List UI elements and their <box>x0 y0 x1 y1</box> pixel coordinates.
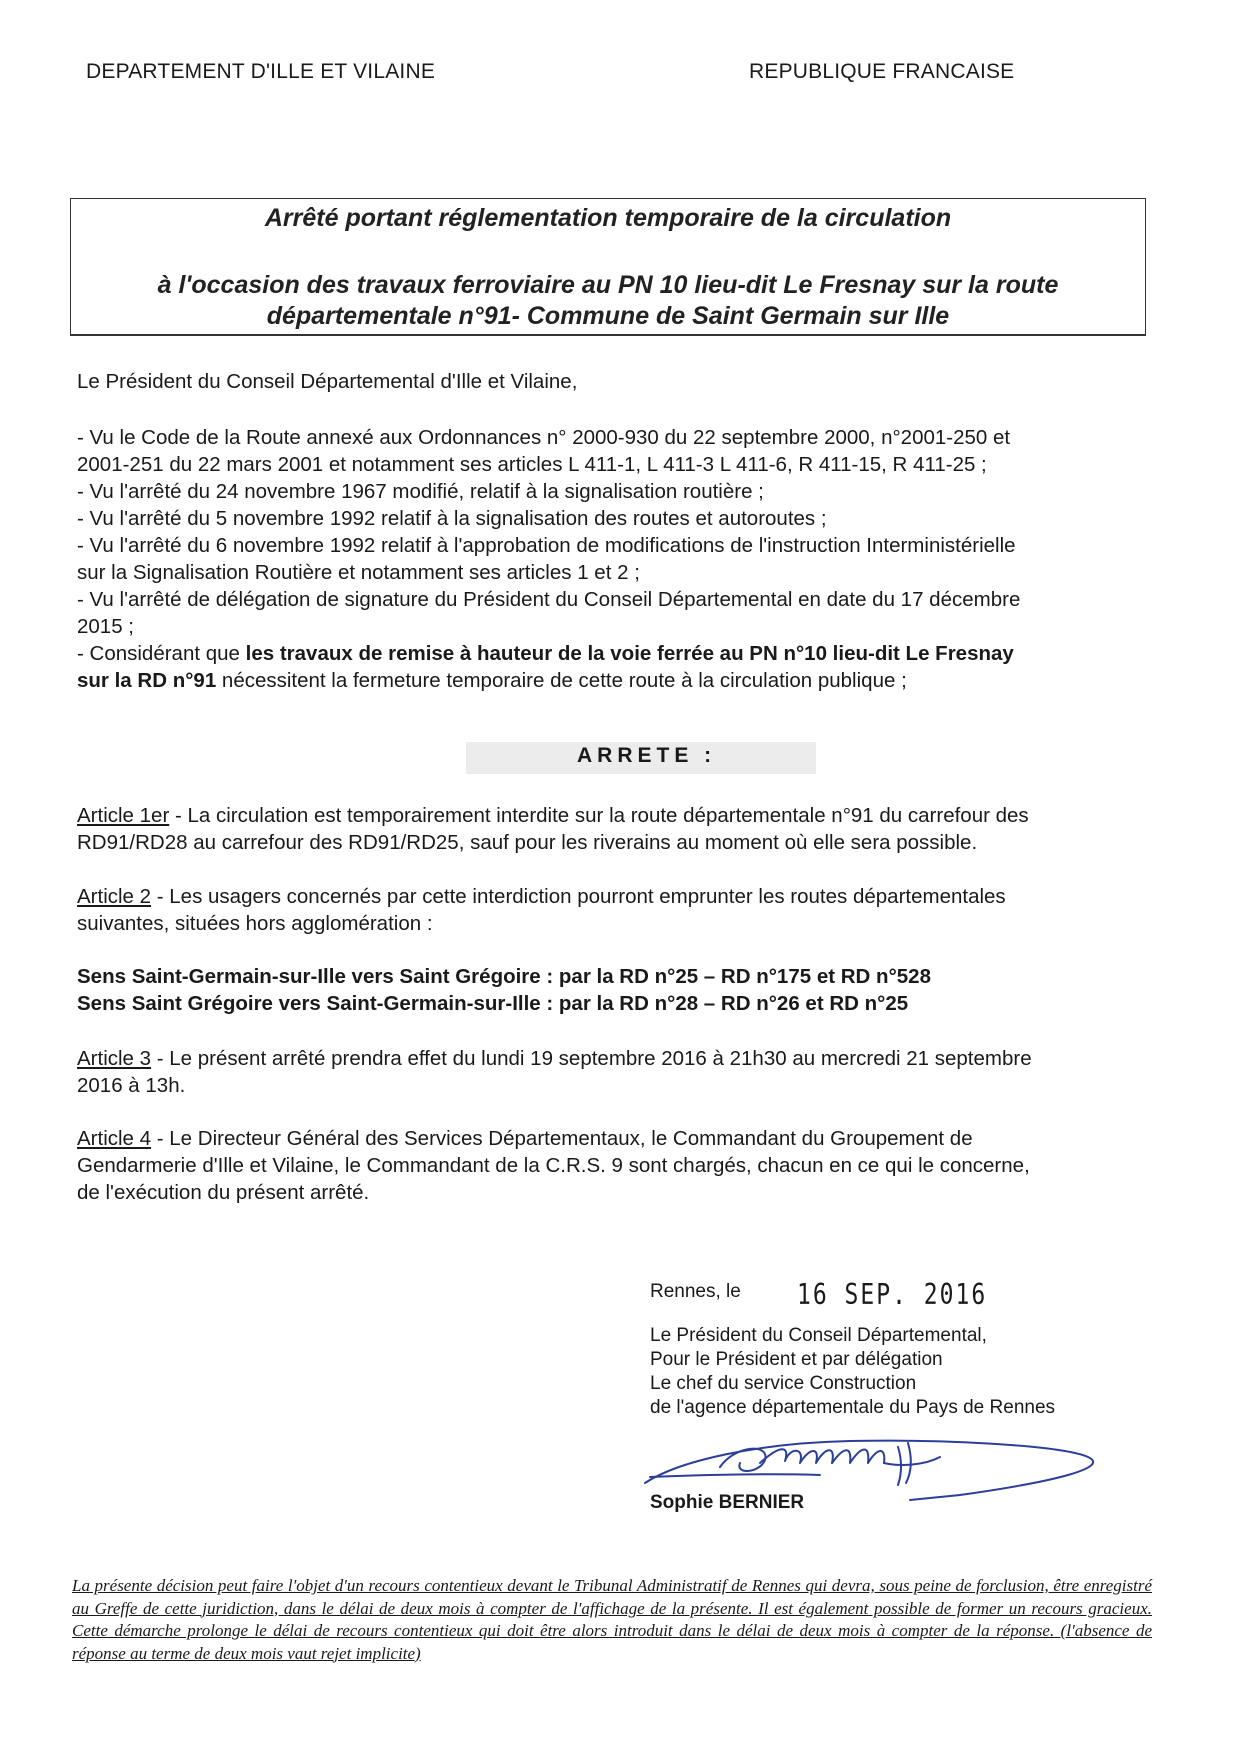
article-3-label: Article 3 <box>77 1047 152 1070</box>
title-box <box>70 198 1146 336</box>
considerant-line-1 <box>77 641 1014 666</box>
date-stamp: 16 SEP. 2016 <box>797 1279 988 1312</box>
visa-delegation-1: - Vu l'arrêté de délégation de signature du Président du Conseil Départemental en date du 17 décembre <box>77 588 1021 611</box>
legal-notice: La présente décision peut faire l'objet d'un recours contentieux devant le Tribunal Administratif de Rennes qui devra, sous peine de forclusion, être enregistré au Greffe de cette juridiction, dans le délai de deux mois à compter de l'affichage de la présente. Il est également possible de former un recours gracieux. Cette démarche prolonge le délai de recours contentieux qui doit être alors introduit dans le délai de deux mois à compter de la réponse. (l'absence de réponse au terme de deux mois vaut rejet implicite) <box>72 1576 1152 1663</box>
article-4-label: Article 4 <box>77 1127 152 1150</box>
visa-code-route-2: 2001-251 du 22 mars 2001 et notamment ses articles L 411-1, L 411-3 L 411-6, R 411-15, R 411-25 ; <box>77 453 987 476</box>
article-3-line-1 <box>77 1046 1032 1071</box>
article-4-line-3: de l'exécution du présent arrêté. <box>77 1181 370 1204</box>
arrete-heading: ARRETE : <box>577 744 717 767</box>
article-4-text: - Le Directeur Général des Services Départementaux, le Commandant du Groupement de <box>151 1127 973 1150</box>
article-3-line-2: 2016 à 13h. <box>77 1074 186 1097</box>
visa-delegation-2: 2015 ; <box>77 615 134 638</box>
article-2-text: - Les usagers concernés par cette interdiction pourront emprunter les routes départementales <box>151 885 1006 908</box>
article-4-line-1 <box>77 1126 973 1151</box>
department-header: DEPARTEMENT D'ILLE ET VILAINE <box>86 60 436 83</box>
considerant-suffix: nécessitent la fermeture temporaire de cette route à la circulation publique ; <box>216 669 907 692</box>
title-line-3: départementale n°91- Commune de Saint Germain sur Ille <box>266 302 950 330</box>
title-line-1: Arrêté portant réglementation temporaire de la circulation <box>264 204 952 232</box>
signatory-role-4: de l'agence départementale du Pays de Rennes <box>650 1397 1056 1418</box>
signatory-name: Sophie BERNIER <box>650 1492 805 1513</box>
signature-place: Rennes, le <box>650 1281 741 1302</box>
republic-header: REPUBLIQUE FRANCAISE <box>749 60 1015 83</box>
article-1-label: Article 1er <box>77 804 170 827</box>
signatory-role-2: Pour le Président et par délégation <box>650 1349 943 1370</box>
article-4-line-2: Gendarmerie d'Ille et Vilaine, le Commandant de la C.R.S. 9 sont chargés, chacun en ce qui le concerne, <box>77 1154 1030 1177</box>
visa-6-nov-1992-1: - Vu l'arrêté du 6 novembre 1992 relatif à l'approbation de modifications de l'instruction Interministérielle <box>77 534 1016 557</box>
route-saint-gregoire-to-saint-germain: Sens Saint Grégoire vers Saint-Germain-sur-Ille : par la RD n°28 – RD n°26 et RD n°25 <box>77 992 909 1015</box>
article-2-line-1 <box>77 884 1006 909</box>
title-line-2: à l'occasion des travaux ferroviaire au PN 10 lieu-dit Le Fresnay sur la route <box>157 271 1059 299</box>
route-saint-germain-to-saint-gregoire: Sens Saint-Germain-sur-Ille vers Saint Grégoire : par la RD n°25 – RD n°175 et RD n°528 <box>77 965 931 988</box>
visa-1967: - Vu l'arrêté du 24 novembre 1967 modifié, relatif à la signalisation routière ; <box>77 480 764 503</box>
article-2-line-2: suivantes, situées hors agglomération : <box>77 912 433 935</box>
preamble-intro: Le Président du Conseil Départemental d'Ille et Vilaine, <box>77 370 578 393</box>
considerant-bold-2: sur la RD n°91 <box>77 669 217 692</box>
visa-5-nov-1992: - Vu l'arrêté du 5 novembre 1992 relatif à la signalisation des routes et autoroutes ; <box>77 507 827 530</box>
article-3-text: - Le présent arrêté prendra effet du lundi 19 septembre 2016 à 21h30 au mercredi 21 septembre <box>151 1047 1032 1070</box>
article-2-label: Article 2 <box>77 885 152 908</box>
considerant-bold-1: les travaux de remise à hauteur de la voie ferrée au PN n°10 lieu-dit Le Fresnay <box>245 642 1014 665</box>
article-1-line-1 <box>77 803 1029 828</box>
article-1-text: - La circulation est temporairement interdite sur la route départementale n°91 du carrefour des <box>169 804 1029 827</box>
visa-6-nov-1992-2: sur la Signalisation Routière et notamment ses articles 1 et 2 ; <box>77 561 640 584</box>
visa-code-route-1: - Vu le Code de la Route annexé aux Ordonnances n° 2000-930 du 22 septembre 2000, n°2001-250 et <box>77 426 1011 449</box>
article-1-line-2: RD91/RD28 au carrefour des RD91/RD25, sauf pour les riverains au moment où elle sera possible. <box>77 831 978 854</box>
signatory-role-1: Le Président du Conseil Départemental, <box>650 1325 987 1346</box>
considerant-line-2 <box>77 668 907 693</box>
signatory-role-3: Le chef du service Construction <box>650 1373 917 1394</box>
considerant-prefix: - Considérant que <box>77 642 246 665</box>
